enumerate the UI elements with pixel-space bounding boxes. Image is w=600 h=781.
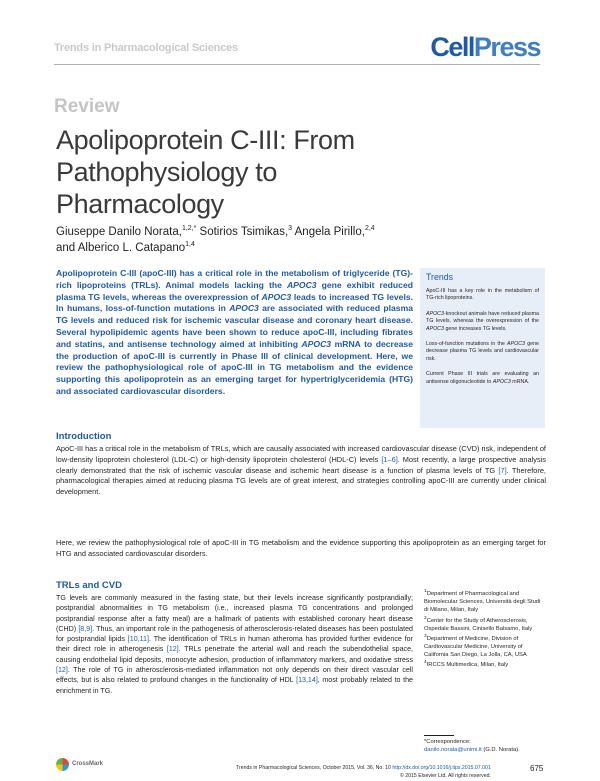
author-3-affil: 2,4 [364,225,375,233]
doi-link[interactable]: http://dx.doi.org/10.1016/j.tips.2015.07.001 [392,765,491,771]
logo-cell: Cell [430,32,474,62]
author-1-affil: 1,2,* [181,225,197,233]
author-2-affil: 3 [288,225,293,233]
affiliation-4: $^4$IRCCS Multimedica, Milan, Italy [424,660,509,669]
trends-item: APOC3-knockout animals have reduced plasma TG levels, whereas the overexpression of the APOC3 gene increases TG levels. [426,310,539,332]
reference-link[interactable]: [10,11] [127,635,149,644]
correspondence-name: (G.D. Norata). [481,747,520,754]
crossmark-badge[interactable] [56,758,114,772]
journal-name: Trends in Pharmacological Sciences [54,42,238,54]
reference-link[interactable]: [12] [56,666,68,675]
affiliation-3: $^3$Department of Medicine, Division of Cardiovascular Medicine, University of California San Diego, La Jolla, CA, USA [424,633,527,659]
author-4-affil: 1,4 [185,241,195,249]
affiliation-2: $^2$Center for the Study of Atherosclerosis, Ospedale Bassini, Cinisello Balsamo, Italy [424,615,533,632]
reference-link[interactable]: [1–6] [381,454,398,464]
header-divider [54,64,540,65]
introduction-paragraph-1: ApoC-III has a critical role in the metabolism of TRLs, which are causally associated with increased cardiovascular disease (CVD) risk, independent of low-density lipoprotein cholesterol (LDL-C) or high-density lipoprotein cholesterol (HDL-C) levels [1–6]. Most recently, a large prospective analysis clearly demonstrated that the risk of ischemic vascular disease and ischemic heart disease is a function of plasma levels of TG [7]. Therefore, pharmacological therapies aimed at reducing plasma TG levels are of great interest, and strategies controlling apoC-III are currently under clinical development. [56,444,546,497]
abstract: Apolipoprotein C-III (apoC-III) has a critical role in the metabolism of triglyceride (TG)-rich lipoproteins (TRLs). Animal models lacking the APOC3 gene exhibit reduced plasma TG levels, whereas the overexpression of APOC3 leads to increased TG levels. In humans, loss-of-function mutations in APOC3 are associated with reduced plasma TG levels and reduced risk for ischemic vascular disease and coronary heart disease. Several hypolipidemic agents have been shown to reduce apoC-III, including fibrates and statins, and antisense technology aimed at inhibiting APOC3 mRNA to decrease the production of apoC-III is currently in Phase III of clinical development. Here, we review the pathophysiological role of apoC-III in TG metabolism and the evidence supporting this apolipoprotein as an emerging target for hypertriglyceridemia (HTG) and associated cardiovascular disorders. [56,268,414,396]
reference-link[interactable]: [12] [166,645,179,654]
trends-box [420,268,545,428]
copyright: © 2015 Elsevier Ltd. All rights reserved. [400,773,491,779]
author-2[interactable]: Sotirios Tsimikas, [196,226,289,238]
reference-link[interactable]: [8,9] [78,624,93,633]
trls-paragraph: TG levels are commonly measured in the fasting state, but their levels increase significantly postprandially; postprandial abnormalities in TG metabolism (i.e., increased plasma TG concentrations and prolonged postprandial response after a fatty meal) are a hallmark of patients with established coronary heart disease (CHD) [8,9]. Thus, an important role in the pathogenesis of atherosclerosis-related diseases has been postulated for postprandial lipids [10,11]. The identification of TRLs in human atheroma has provided further evidence for their direct role in atherogenesis [12]. TRLs penetrate the arterial wall and reach the subendothelial space, causing endothelial lipid deposits, monocyte adhesion, production of inflammatory markers, and oxidative stress [12]. The role of TG in atherosclerosis-mediated inflammation not only depends on their direct vascular cell effects, but is also related to profound changes in the functionality of HDL [13,14], most probably related to the enrichment in TG. [56,594,413,695]
correspondence-divider [424,735,454,736]
correspondence-label: *Correspondence: [424,739,471,745]
trends-item: Current Phase III trials are evaluating an antisense oligonucleotide to APOC3 mRNA. [426,371,539,385]
logo-press: Press [473,32,540,62]
article-type: Review [54,96,120,117]
article-title: Apolipoprotein C-III: From Pathophysiology to Pharmacology [56,125,355,219]
reference-link[interactable]: [13,14] [296,676,318,685]
correspondence-email[interactable]: danilo.norata@unimi.it [424,747,482,754]
trls-heading: TRLs and CVD [56,580,122,591]
author-list [56,224,456,256]
introduction-paragraph-2: Here, we review the pathophysiological role of apoC-III in TG metabolism and the evidence supporting this apolipoprotein as an emerging target for HTG and associated cardiovascular disorders. [56,538,546,558]
footer-citation: Trends in Pharmacological Sciences, October 2015, Vol. 36, No. 10 http://dx.doi.org/10.1016/j.tips.2015.07.001 [236,765,491,771]
trends-title: Trends [426,272,454,282]
author-4[interactable]: and Alberico L. Catapano [56,242,186,254]
page-number: 675 [530,764,544,773]
crossmark-icon [56,758,69,771]
author-3[interactable]: Angela Pirillo, [292,226,365,238]
affiliations [424,588,546,670]
affiliation-1: $^1$Department of Pharmacological and Biomolecular Sciences, Università degli Studi di Milano, Milan, Italy [424,589,541,614]
trends-item: Loss-of-function mutations in the APOC3 gene decrease plasma TG levels and cardiovascular risk. [426,341,539,362]
introduction-heading: Introduction [56,431,112,442]
author-1[interactable]: Giuseppe Danilo Norata, [56,226,182,238]
reference-link[interactable]: [7] [498,465,507,475]
crossmark-label: CrossMark [72,761,104,767]
trends-item: ApoC-III has a key role in the metabolism of TG-rich lipoproteins. [426,288,539,302]
correspondence [424,738,546,754]
cellpress-logo[interactable] [430,32,540,63]
